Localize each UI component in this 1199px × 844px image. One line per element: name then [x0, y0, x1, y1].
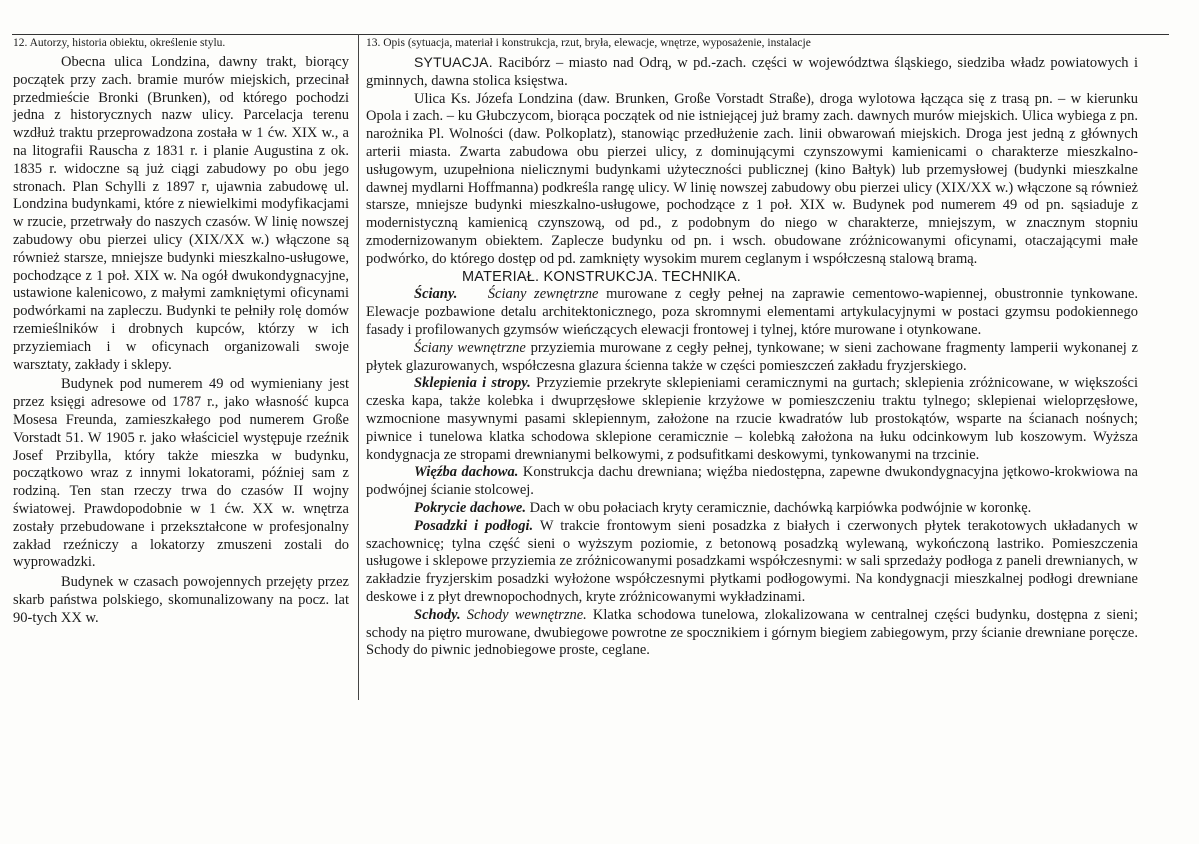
schody-paragraph — [366, 607, 1138, 660]
sklepienia-heading: Sklepienia i stropy. — [414, 375, 531, 392]
sciany-heading: Ściany. — [414, 286, 458, 303]
posadzki-heading: Posadzki i podłogi. — [414, 517, 534, 534]
material-heading: MATERIAŁ. KONSTRUKCJA. TECHNIKA. — [462, 268, 741, 285]
history-paragraph: Obecna ulica Londzina, dawny trakt, biorący początek przy zach. bramie murów miejskich, przecinał przedmieście Bronki (Brunken), od którego pochodzi jedna z historycznych nazw ulicy. Parcelacja terenu wzdłuż traktu przeprowadzona została w 1 ćw. XIX w., a na litografii Rauscha z 1831 r. i planie Augustina z ok. 1835 r. widoczne są już ciągi zabudowy po obu jego stronach. Plan Schylli z 1897 r, ujawnia zabudowę ul. Londzina budynkami, które z niewielkimi modyfikacjami w rzucie, przetrwały do naszych czasów. W linię nowszej zabudowy obu pierzei ulicy (XIX/XX w.) włączone są również starsze, mniejsze budynki mieszkalno-usługowe, pochodzące z 1 poł. XIX w. Na ogół dwukondygnacyjne, ustawione kalenicowo, z małymi zamkniętymi oficynami podwórkami na zapleczu. Budynki te pełniły rolę domów rzemieślników i drobnych kupców, którzy w ich przyziemiach i w oficynach organizowali swoje warsztaty, zakłady i sklepy. — [13, 54, 349, 373]
sciany-wewnetrzne-text: przyziemia murowane z cegły pełnej, tynkowane; w sieni zachowane fragmenty lamperii wykonanej z płytek glazurowanych, współczesna glazura ścienna także w części pomieszczeń zakładu fryzjerskiego. — [366, 339, 1138, 374]
schody-label: Schody wewnętrzne. — [460, 606, 587, 623]
wiezba-heading: Więźba dachowa. — [414, 464, 519, 481]
left-column-header: 12. Autorzy, historia obiektu, określenie stylu. — [13, 37, 226, 49]
sciany-zewnetrzne-paragraph — [366, 286, 1138, 339]
sciany-wewnetrzne-paragraph — [366, 340, 1138, 376]
sytuacja-heading: SYTUACJA. — [414, 54, 493, 70]
sciany-zewnetrzne-label: Ściany zewnętrzne — [487, 286, 599, 303]
top-rule — [12, 34, 1169, 35]
pokrycie-text: Dach w obu połaciach kryty ceramicznie, dachówką karpiówka podwójnie w koronkę. — [525, 499, 1032, 516]
posadzki-text: W trakcie frontowym sieni posadzka z białych i czerwonych płytek terakotowych układanych w szachownicę; tylna część sieni o wyższym poziomie, z betonową posadzką wylewaną, wykończoną lastriko. Pomieszczenia usługowe i sklepowe przyziemia ze zróżnicowanymi posadzkami współczesnymi: w sali sprzedaży podłoga z paneli drewnianych, w zakładzie fryzjerskim posadzki wyłożone współczesnymi płytkami podłogowymi. Na kondygnacji mieszkalnej podłogi drewniane deskowe i z płyt drewnopochodnych, kryte zróżnicowanymi wykładzinami. — [366, 517, 1138, 605]
column-divider — [358, 34, 359, 700]
wiezba-paragraph — [366, 464, 1138, 500]
history-paragraph: Budynek w czasach powojennych przejęty przez skarb państwa polskiego, skomunalizowany na pocz. lat 90-tych XX w. — [13, 574, 349, 626]
left-column-body — [13, 54, 349, 628]
schody-heading: Schody. — [414, 606, 461, 623]
ulica-paragraph: Ulica Ks. Józefa Londzina (daw. Brunken, Große Vorstadt Straße), droga wylotowa łącząca się z trasą pn. – w kierunku Opola i zach. – ku Głubczycom, biorąca początek od nie istniejącej już bramy zach. dawnych murów miejskich. Ulica wybiega z pn. narożnika Pl. Wolności (daw. Polkoplatz), stanowiąc przedłużenie zach. linii obwarowań miejskich. Droga jest jedną z głównych arterii miasta. Zwarta zabudowa obu pierzei ulicy, z dominującymi czynszowymi kamienicami o charakterze mieszkalno-usługowym, uzupełniona nielicznymi budynkami użyteczności publicznej (kino Bałtyk) lub przemysłowej (budynki mieszkalne dawnej mydlarni Hoffmanna) podkreśla rangę ulicy. W linię nowszej zabudowy obu pierzei ulicy (XIX/XX w.) włączone są również starsze, mniejsze budynki mieszkalno-usługowe, pochodzące z 1 poł. XIX w. Budynek pod numerem 49 od pn. sąsiaduje z modernistyczną kamienicą czynszową, od pd., z podobnym do niego w charakterze, mniejszym, w znacznym stopniu zmodernizowanym obiektem. Zaplecze budynku od pn. i wsch. obudowane zróżnicowanymi oficynami, otaczającymi małe podwórko, do którego dostęp od pd. zamknięty wysokim murem ceglanym i współczesną stalową bramą. — [366, 90, 1138, 267]
sciany-wewnetrzne-label: Ściany wewnętrzne — [414, 339, 526, 356]
history-paragraph: Budynek pod numerem 49 od wymieniany jest przez księgi adresowe od 1787 r., jako własność kupca Mosesa Freunda, zamieszkałego pod numerem Große Vorstadt 51. W 1905 r. jako właściciel występuje rzeźnik Josef Przibylla, który także mieszka w budynku, początkowo wraz z innymi lokatorami, później sam z rodziną. Ten stan rzeczy trwa do czasów II wojny światowej. Prawdopodobnie w 1 ćw. XX w. wnętrza zostały przebudowane i przekształcone w profesjonalny zakład rzeźniczy a lokatorzy zmuszeni zostali do wyprowadzki. — [13, 376, 349, 571]
sytuacja-paragraph — [366, 54, 1138, 91]
sytuacja-text: Racibórz – miasto nad Odrą, w pd.-zach. części w województwa śląskiego, siedziba władz powiatowych i gminnych, dawna stolica księstwa. — [366, 55, 1139, 89]
wiezba-text: Konstrukcja dachu drewniana; więźba niedostępna, zapewne dwukondygnacyjna jętkowo-krokwiowa na podwójnej ścianie stolcowej. — [366, 464, 1138, 499]
sciany-zewnetrzne-text: murowane z cegły pełnej na zaprawie cementowo-wapiennej, obustronnie tynkowane. Elewacje pozbawione detalu architektonicznego, poza skromnymi elementami artykulacyjnymi w postaci gzymsu podokiennego fasady i profilowanych gzymsów wieńczących elewacji frontowej i tylnej, które murowane i otynkowane. — [366, 286, 1139, 338]
pokrycie-heading: Pokrycie dachowe. — [414, 499, 526, 516]
left-column — [13, 36, 349, 628]
sklepienia-paragraph — [366, 375, 1138, 464]
right-column-body — [366, 54, 1138, 660]
right-column-header: 13. Opis (sytuacja, materiał i konstrukcja, rzut, bryła, elewacje, wnętrze, wyposażenie, instalacje — [366, 37, 811, 49]
pokrycie-paragraph — [366, 500, 1138, 518]
schody-text: Klatka schodowa tunelowa, zlokalizowana w centralnej części budynku, dostępna z sieni; schody na piętro murowane, dwubiegowe powrotne ze spocznikiem i górnym biegiem zabiegowym, przy ścianie drewniane poręcze. Schody do piwnic jednobiegowe proste, ceglane. — [366, 606, 1138, 659]
posadzki-paragraph — [366, 518, 1138, 607]
sklepienia-text: Przyziemie przekryte sklepieniami ceramicznymi na gurtach; sklepienia zróżnicowane, w większości czeska kapa, także kolebka i dwuprzęsłowe sklepienie krzyżowe w pomieszczeniu traktu tylnego; sklepienai wieloprzęsłowe, wzmocnione masywnymi pasami sklepiennym, założone na rzucie kwadratów lub prostokątów, wsparte na ścianach nośnych; piwnice i tunelowa klatka schodowa sklepione ceramicznie – kolebką założona na łuku odcinkowym lub koszowym. Wyższa kondygnacja ze stropami drewnianymi belkowymi, z podsufitkami deskowymi, tynkowanymi na trzcinie. — [366, 375, 1139, 463]
right-column — [366, 36, 1138, 660]
